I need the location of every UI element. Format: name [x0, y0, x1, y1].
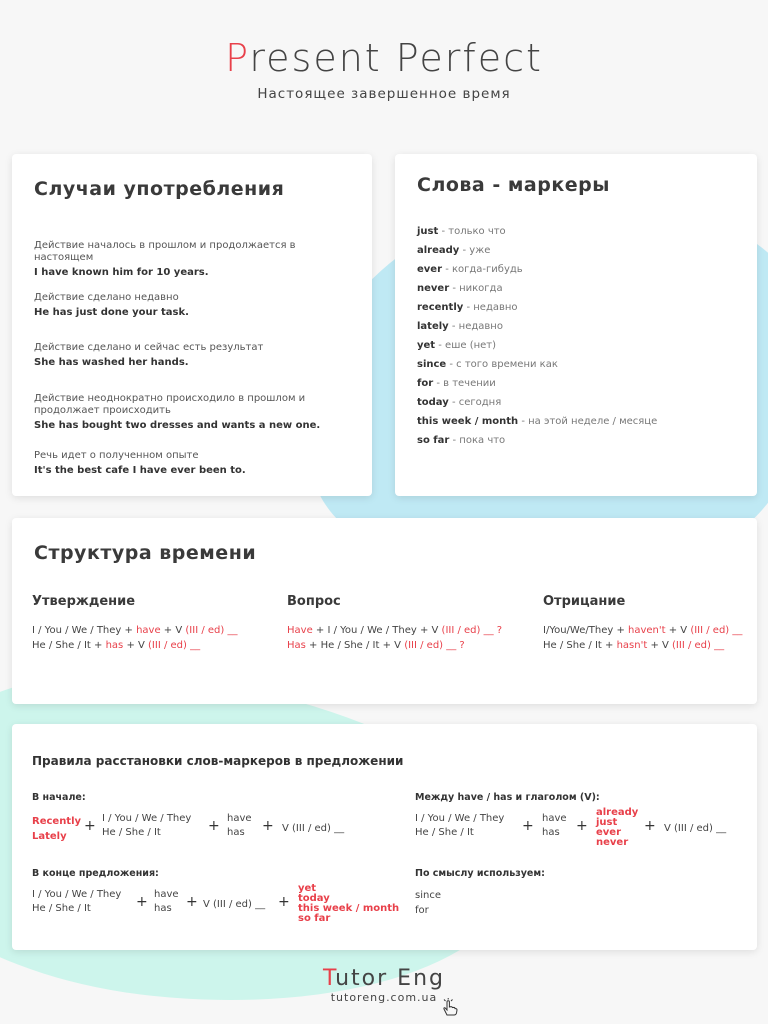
- text-part: I / You / We / They +: [32, 625, 137, 636]
- question-line-2: [287, 640, 502, 651]
- end-subjects: [32, 888, 121, 916]
- verb-form: (III / ed) __ ?: [441, 625, 503, 636]
- start-verb: V (III / ed) __: [282, 823, 345, 834]
- list-item: [417, 374, 735, 393]
- list-item: [417, 393, 735, 412]
- marker-translation: - недавно: [463, 302, 518, 313]
- marker-word: today: [417, 397, 449, 408]
- marker-word: for: [417, 378, 434, 389]
- plus-sign: +: [84, 818, 96, 834]
- plus-sign: +: [208, 818, 220, 834]
- list-item: [417, 279, 735, 298]
- start-subjects: [102, 812, 191, 840]
- subject: He / She / It: [32, 903, 91, 914]
- markers-card: [395, 154, 757, 496]
- text-part: I/You/We/They +: [543, 625, 628, 636]
- marker-word: so far: [298, 913, 331, 924]
- marker-translation: - с того времени как: [446, 359, 558, 370]
- usage-example: She has bought two dresses and wants a new one.: [34, 420, 321, 431]
- affirmative-line-1: [32, 625, 237, 636]
- marker-word: Lately: [32, 831, 67, 842]
- marker-translation: - еше (нет): [435, 340, 497, 351]
- start-label: В начале:: [32, 792, 86, 803]
- text-part: He / She / It +: [32, 640, 106, 651]
- marker-word: already: [417, 245, 460, 256]
- aux-verb: hasn't: [616, 640, 648, 651]
- markers-list: [417, 222, 735, 450]
- plus-sign: +: [522, 818, 534, 834]
- marker-translation: - сегодня: [448, 397, 502, 408]
- marker-translation: - недавно: [448, 321, 503, 332]
- footer: [0, 966, 768, 1004]
- marker-word: recently: [417, 302, 464, 313]
- affirmative-line-2: [32, 640, 237, 651]
- text-part: + V: [665, 625, 691, 636]
- end-label: В конце предложения:: [32, 868, 159, 879]
- start-markers: [32, 814, 81, 844]
- marker-translation: - пока что: [449, 435, 506, 446]
- list-item: [417, 336, 735, 355]
- marker-word: for: [415, 905, 429, 916]
- structure-title: Структура времени: [34, 542, 257, 564]
- list-item: [417, 355, 735, 374]
- marker-word: so far: [417, 435, 450, 446]
- structure-card: [12, 518, 757, 704]
- logo: [0, 966, 768, 991]
- list-item: [417, 222, 735, 241]
- marker-word: just: [417, 226, 439, 237]
- verb-form: (III / ed) __ ?: [404, 640, 465, 651]
- logo-rest: utor Eng: [335, 966, 445, 991]
- marker-word: since: [417, 359, 447, 370]
- marker-word: yet: [298, 883, 317, 894]
- marker-translation: - на этой неделе / месяце: [518, 416, 658, 427]
- end-verb: V (III / ed) __: [203, 899, 266, 910]
- marker-word: this week / month: [417, 416, 519, 427]
- marker-translation: - уже: [459, 245, 491, 256]
- marker-word: today: [298, 893, 330, 904]
- subject: I / You / We / They: [32, 889, 122, 900]
- affirmative-column: [32, 594, 237, 651]
- between-verb: V (III / ed) __: [664, 823, 727, 834]
- rules-title: Правила расстановки слов-маркеров в предложении: [32, 754, 404, 768]
- marker-word: yet: [417, 340, 436, 351]
- subject: He / She / It: [102, 827, 161, 838]
- marker-word: just: [596, 817, 618, 828]
- aux-verb: have: [227, 813, 252, 824]
- text-part: + V: [123, 640, 149, 651]
- usage-example: He has just done your task.: [34, 307, 189, 318]
- usage-item: [34, 292, 334, 318]
- aux-verb: have: [136, 625, 161, 636]
- between-subjects: [415, 812, 504, 840]
- meaning-label: По смыслу используем:: [415, 868, 545, 879]
- verb-form: (III / ed) __: [185, 625, 238, 636]
- aux-verb: has: [105, 640, 124, 651]
- negative-line-2: [543, 640, 742, 651]
- usage-example: I have known him for 10 years.: [34, 267, 209, 278]
- subject: I / You / We / They: [415, 813, 505, 824]
- usage-desc: Речь идет о полученном опыте: [34, 450, 199, 461]
- plus-sign: +: [576, 818, 588, 834]
- usage-example: She has washed her hands.: [34, 357, 189, 368]
- plus-sign: +: [186, 894, 198, 910]
- usage-desc: Действие началось в прошлом и продолжается в настоящем: [34, 240, 296, 263]
- text-part: + V: [160, 625, 186, 636]
- verb-form: (III / ed) __: [148, 640, 201, 651]
- usage-desc: Действие сделано и сейчас есть результат: [34, 342, 264, 353]
- subject: He / She / It: [415, 827, 474, 838]
- list-item: [417, 298, 735, 317]
- rules-card: [12, 724, 757, 950]
- verb-form: (III / ed) __: [672, 640, 725, 651]
- negative-line-1: [543, 625, 742, 636]
- text-part: + I / You / We / They + V: [312, 625, 442, 636]
- plus-sign: +: [136, 894, 148, 910]
- start-aux: [227, 812, 252, 840]
- marker-translation: - в течении: [433, 378, 496, 389]
- list-item: [417, 431, 735, 450]
- marker-word: this week / month: [298, 903, 400, 914]
- aux-verb: have: [542, 813, 567, 824]
- marker-translation: - когда-гибудь: [442, 264, 523, 275]
- end-aux: [154, 888, 179, 916]
- list-item: [417, 260, 735, 279]
- usage-item: [34, 450, 334, 476]
- usage-example: It's the best cafe I have ever been to.: [34, 465, 246, 476]
- aux-verb: Has: [287, 640, 306, 651]
- aux-verb: has: [154, 903, 172, 914]
- page-header: [0, 36, 768, 102]
- marker-word: Recently: [32, 816, 82, 827]
- pointer-hand-icon: [440, 998, 460, 1018]
- markers-title: Слова - маркеры: [417, 174, 610, 196]
- plus-sign: +: [262, 818, 274, 834]
- marker-word: ever: [596, 827, 622, 838]
- marker-word: never: [417, 283, 450, 294]
- usage-card: [12, 154, 372, 496]
- title-first-letter: P: [225, 36, 250, 80]
- between-aux: [542, 812, 567, 840]
- plus-sign: +: [278, 894, 290, 910]
- question-line-1: [287, 625, 502, 636]
- usage-item: [34, 393, 334, 431]
- aux-verb: Have: [287, 625, 313, 636]
- marker-translation: - только что: [438, 226, 506, 237]
- website-link[interactable]: tutoreng.com.ua: [330, 991, 438, 1004]
- negative-title: Отрицание: [543, 594, 626, 609]
- between-label: Между have / has и глаголом (V):: [415, 792, 600, 803]
- plus-sign: +: [644, 818, 656, 834]
- usage-desc: Действие неоднократно происходило в прошлом и продолжает происходить: [34, 393, 306, 416]
- text-part: He / She / It +: [543, 640, 617, 651]
- logo-first-letter: T: [323, 966, 336, 991]
- between-markers: [596, 808, 638, 848]
- meaning-words: [415, 888, 441, 918]
- aux-verb: has: [227, 827, 245, 838]
- marker-translation: - никогда: [449, 283, 503, 294]
- usage-item: [34, 342, 334, 368]
- usage-desc: Действие сделано недавно: [34, 292, 179, 303]
- question-title: Вопрос: [287, 594, 341, 609]
- verb-form: (III / ed) __: [690, 625, 743, 636]
- page-subtitle: Настоящее завершенное время: [257, 86, 511, 102]
- marker-word: lately: [417, 321, 449, 332]
- page-title: [0, 36, 768, 80]
- end-markers: [298, 884, 399, 924]
- aux-verb: has: [542, 827, 560, 838]
- list-item: [417, 412, 735, 431]
- list-item: [417, 241, 735, 260]
- marker-word: never: [596, 837, 629, 848]
- subject: I / You / We / They: [102, 813, 192, 824]
- list-item: [417, 317, 735, 336]
- affirmative-title: Утверждение: [32, 594, 136, 609]
- usage-title: Случаи употребления: [34, 178, 285, 200]
- text-part: + V: [647, 640, 673, 651]
- title-rest: resent Perfect: [249, 36, 543, 80]
- aux-verb: haven't: [628, 625, 666, 636]
- usage-item: [34, 240, 334, 278]
- marker-word: already: [596, 807, 639, 818]
- text-part: + He / She / It + V: [305, 640, 405, 651]
- negative-column: [543, 594, 742, 651]
- aux-verb: have: [154, 889, 179, 900]
- marker-word: ever: [417, 264, 443, 275]
- marker-word: since: [415, 890, 441, 901]
- question-column: [287, 594, 502, 651]
